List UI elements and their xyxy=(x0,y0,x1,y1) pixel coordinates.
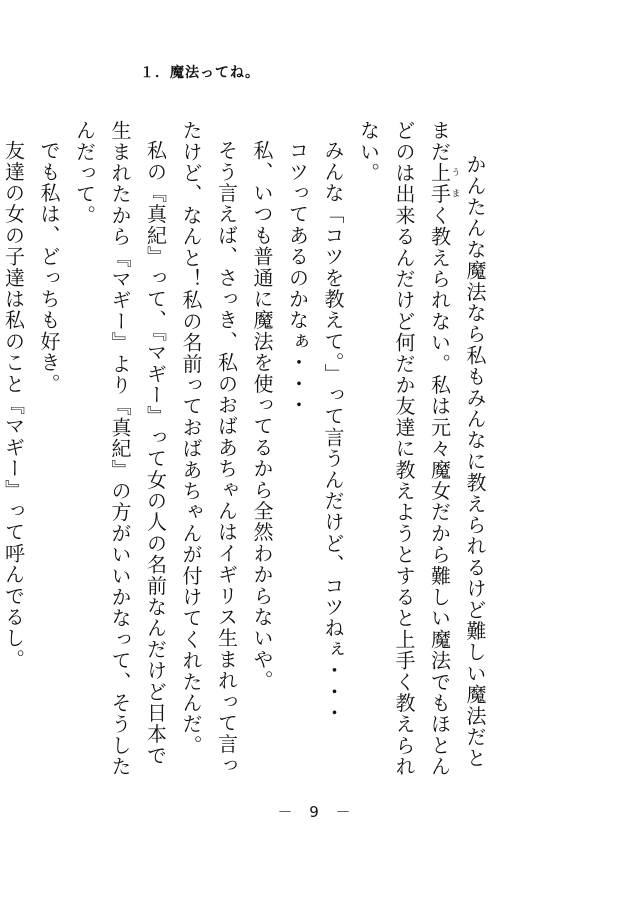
ruby-base: 上手 xyxy=(427,162,452,205)
paragraph-2: みんな「コツを教えて。」って言うんだけど、コツねぇ・・・ xyxy=(321,140,345,724)
paragraph-4: 私、いつも普通に魔法を使ってるから全然わからないや。 xyxy=(250,140,274,692)
paragraph-5: そう言えば、さっき、私のおばあちゃんはイギリス生まれって言ったけど、なんと！私の名前っておばあちゃんが付けてくれたんだ。 xyxy=(179,120,239,776)
paragraph-3: コツってあるのかなぁ・・・ xyxy=(285,140,310,416)
vertical-body-text xyxy=(0,120,492,780)
ruby-reading: うま xyxy=(449,162,460,205)
page-number: － 9 － xyxy=(277,803,357,821)
paragraph-6: 私の『真紀』って、『マギー』って女の人の名前なんだけど日本で生まれたから『マギー』より『真紀』の方がいいかなって、そうしたんだって。 xyxy=(72,120,168,778)
paragraph-1-rest: く教えられない。私は元々魔女だから難しい魔法でもほとんどのは出来るんだけど何だか友達に教えようとすると上手く教えられない。 xyxy=(356,120,452,778)
paragraph-7: でも私は、どっちも好き。 xyxy=(37,140,61,395)
paragraph-1-start: かんたんな魔法なら私もみんなに教えられるけど難しい魔法だとまだ xyxy=(427,120,487,769)
ruby-annotation xyxy=(427,162,460,205)
paragraph-8: 友達の女の子達は私のこと『マギー』って呼んでるし。 xyxy=(1,140,26,670)
paragraph-1 xyxy=(350,120,492,780)
chapter-heading: １．魔法ってね。 xyxy=(140,65,260,81)
